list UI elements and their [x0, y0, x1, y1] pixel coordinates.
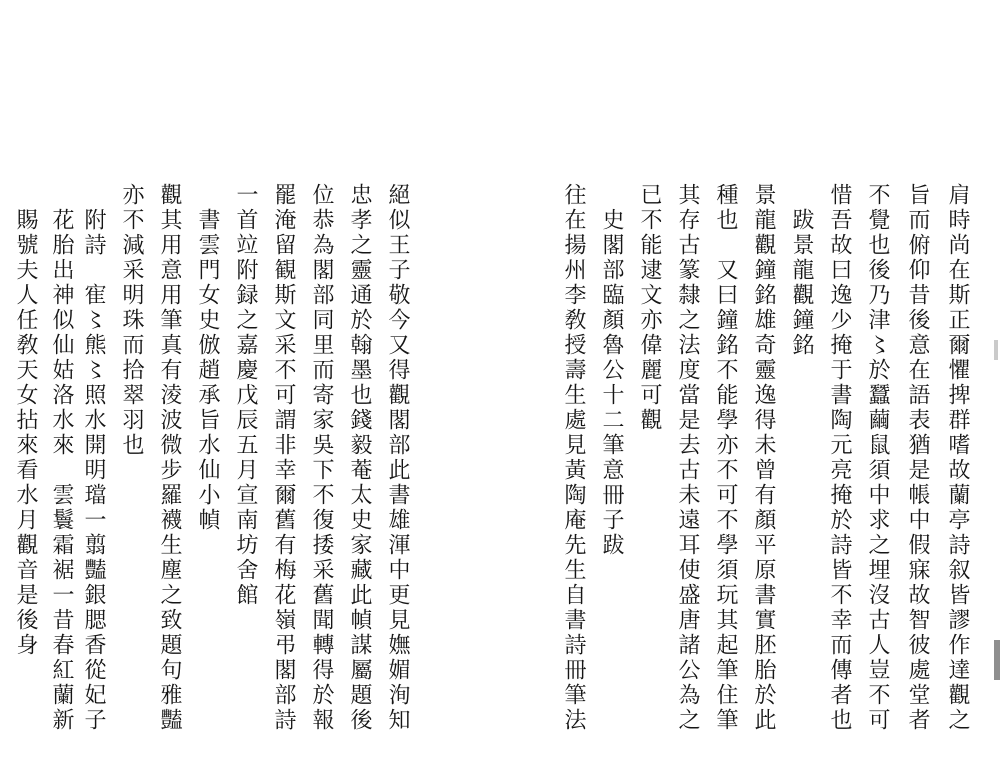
text-column: 惜吾故曰逸少掩于書陶元亮掩於詩皆不幸而傳者也	[827, 183, 852, 733]
text-column: 花胎出神似仙姑洛水來 雲鬟霜裾一昔春紅蘭新	[49, 208, 74, 733]
text-column: 景龍觀鐘銘雄奇靈逸得未曾有顏平原書實胚胎於此	[751, 183, 776, 733]
text-column: 觀其用意用筆真有淩波微步羅襪生塵之致題句雅豔	[157, 183, 182, 733]
text-column: 往在揚州李敎授壽生處見黃陶庵先生自書詩冊筆法	[561, 183, 586, 733]
text-column: 已不能逮文亦偉麗可觀	[637, 183, 662, 433]
page-edge-mark	[994, 640, 1000, 680]
text-column: 賜號夫人任敎天女拈來看水月觀音是後身	[13, 208, 38, 658]
text-column: 不覺也後乃津〻於蠶繭鼠須中求之埋沒古人豈不可	[865, 183, 890, 733]
text-column: 附詩 寉〻熊〻照水開明璫一翦豔銀腮香從妃子	[81, 208, 106, 733]
text-column: 絕似王子敬今又得觀閣部此書雄渾中更見嫵媚洵知	[385, 183, 410, 733]
text-column: 旨而俯仰昔後意在語表猶是帳中假寐故智彼處堂者	[905, 183, 930, 733]
text-column: 亦不減采明珠而拾翠羽也	[119, 183, 144, 458]
section-heading: 史閣部臨顏魯公十二筆意冊子跋	[599, 208, 624, 558]
right-page	[500, 0, 1000, 782]
section-heading: 書雲門女史倣趙承旨水仙小幀	[195, 208, 220, 533]
page-edge-mark	[994, 340, 998, 360]
text-column: 種也 又曰鐘銘不能學亦不可不學須玩其起筆住筆	[713, 183, 738, 733]
section-heading: 跋景龍觀鐘銘	[789, 208, 814, 358]
text-column: 罷淹留観斯文采不可謂非幸爾舊有梅花嶺弔閣部詩	[271, 183, 296, 733]
text-column: 位恭為閣部同里而寄家吳下不復捼采舊聞轉得於報	[309, 183, 334, 733]
text-column: 忠孝之靈通於翰墨也錢毅菴太史家藏此幀謀屬題後	[347, 183, 372, 733]
text-column: 其存古篆隸之法度當是去古未遠耳使盛唐諸公為之	[675, 183, 700, 733]
text-column: 肩時尚在斯正爾懼捭群嗜故蘭亭詩叙皆謬作達觀之	[945, 183, 970, 733]
text-column: 一首竝附録之嘉慶戊辰五月宣南坊舍館	[233, 183, 258, 608]
